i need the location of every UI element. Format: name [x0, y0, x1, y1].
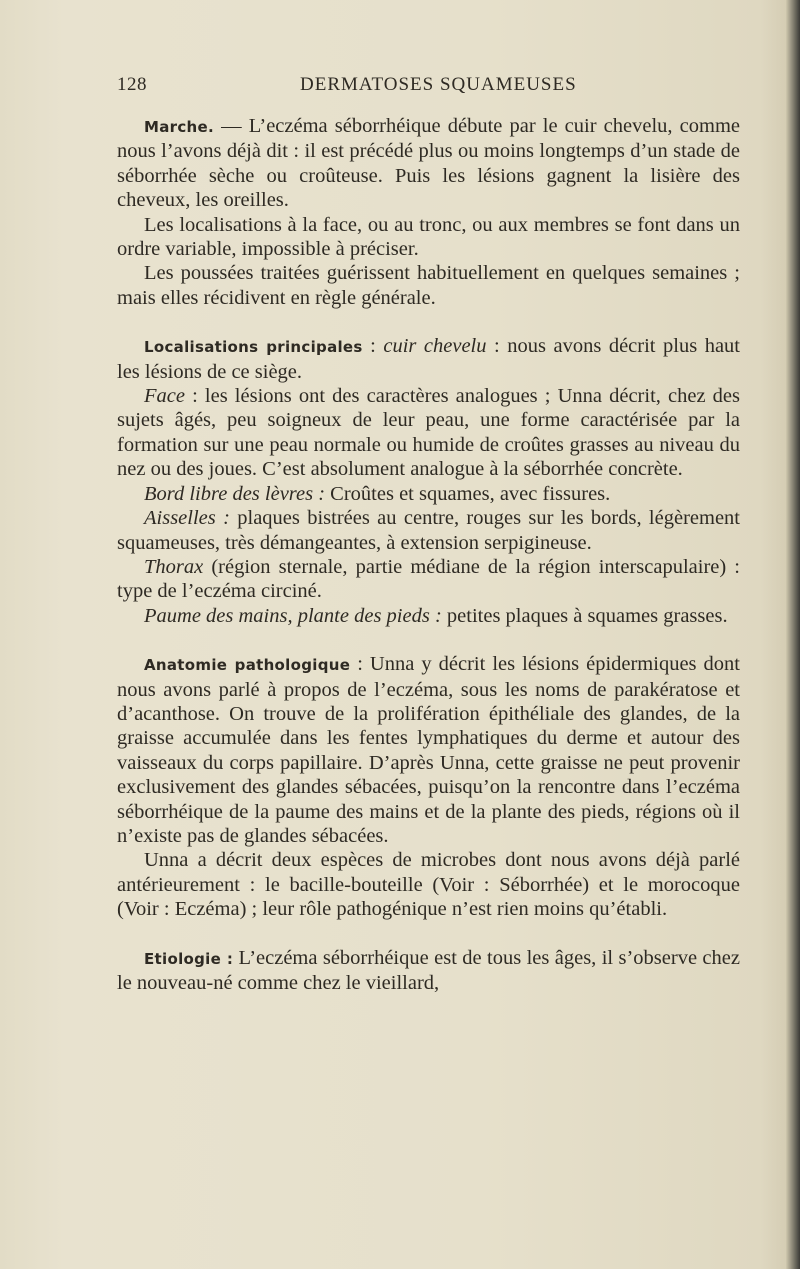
- rubric-etiologie: Etiologie :: [144, 949, 234, 968]
- paragraph-bord-libre: [117, 482, 740, 506]
- rubric-separator: :: [362, 335, 384, 358]
- paragraph-microbes: Unna a décrit deux espèces de microbes dont nous avons déjà parlé antérieurement : le bacille-bouteille (Voir : Séborrhée) et le morocoque (Voir : Eczéma) ; leur rôle pathogénique n’est rien moins qu’établi.: [117, 849, 740, 921]
- rubric-localisations: Localisations principales: [144, 338, 363, 357]
- paragraph-face: [117, 384, 740, 482]
- page-header: [117, 74, 737, 102]
- paragraph-marche: [117, 114, 740, 213]
- paragraph-face-text: : les lésions ont des caractères analogues ; Unna décrit, chez des sujets âgés, peu soigneux de leur peau, une forme caractérisée par la formation sur une peau normale ou humide de croûtes grasses au niveau du nez ou des joues. C’est absolument analogue à la séborrhée concrète.: [117, 385, 740, 481]
- paragraph-thorax: [117, 555, 740, 604]
- term-bord-libre: Bord libre des lèvres :: [144, 482, 326, 505]
- paragraph-marche-text: — L’eczéma séborrhéique débute par le cuir chevelu, comme nous l’avons déjà dit : il est précédé plus ou moins longtemps d’un stade de séborrhée sèche ou croûteuse. Puis les lésions gagnent la lisière des cheveux, les oreilles.: [117, 115, 740, 212]
- paragraph-localisations-text: : nous avons décrit plus haut les lésions de ce siège.: [117, 335, 740, 383]
- paragraph-paume: [117, 604, 740, 628]
- paragraph-etiologie: [117, 946, 740, 996]
- term-cuir-chevelu: cuir chevelu: [383, 335, 487, 358]
- term-paume: Paume des mains, plante des pieds :: [144, 604, 442, 627]
- paragraph-aisselles: [117, 506, 740, 555]
- rubric-marche: Marche.: [144, 118, 214, 136]
- page-body: [117, 114, 740, 995]
- page-number: 128: [117, 74, 147, 95]
- term-thorax: Thorax: [144, 555, 204, 578]
- paragraph-bord-libre-text: Croûtes et squames, avec fissures.: [325, 482, 611, 505]
- term-aisselles: Aisselles :: [144, 507, 230, 530]
- paragraph-anatomie-text: : Unna y décrit les lésions épidermiques dont nous avons parlé à propos de l’eczéma, sous les noms de parakératose et d’acanthose. On trouve de la prolifération épithéliale des glandes, de la graisse accumulée dans les fentes lymphatiques du derme et autour des vaisseaux du corps papillaire. D’après Unna, cette graisse ne peut provenir exclusivement des glandes sébacées, puisqu’on la rencontre dans l’eczéma séborrhéique de la paume des mains et de la plante des pieds, régions où il n’existe pas de glandes sébacées.: [117, 653, 740, 847]
- term-face: Face: [144, 385, 185, 408]
- page-edge-shadow: [786, 0, 800, 1269]
- paragraph-localisations-order: Les localisations à la face, ou au tronc, ou aux membres se font dans un ordre variable, impossible à préciser.: [117, 213, 740, 261]
- paragraph-poussees: Les poussées traitées guérissent habituellement en quelques semaines ; mais elles récidivent en règle générale.: [117, 262, 740, 309]
- paragraph-localisations: [117, 334, 740, 384]
- rubric-anatomie: Anatomie pathologique: [144, 656, 351, 675]
- paragraph-paume-text: petites plaques à squames grasses.: [441, 604, 728, 627]
- running-title: DERMATOSES SQUAMEUSES: [300, 74, 577, 95]
- paragraph-thorax-text: (région sternale, partie médiane de la région interscapulaire) : type de l’eczéma circiné.: [117, 555, 740, 603]
- paragraph-anatomie: [117, 652, 740, 848]
- paragraph-aisselles-text: plaques bistrées au centre, rouges sur les bords, légèrement squameuses, très démangeantes, à extension serpigineuse.: [117, 507, 740, 554]
- paragraph-etiologie-text: L’eczéma séborrhéique est de tous les âges, il s’observe chez le nouveau-né comme chez le vieillard,: [117, 946, 740, 994]
